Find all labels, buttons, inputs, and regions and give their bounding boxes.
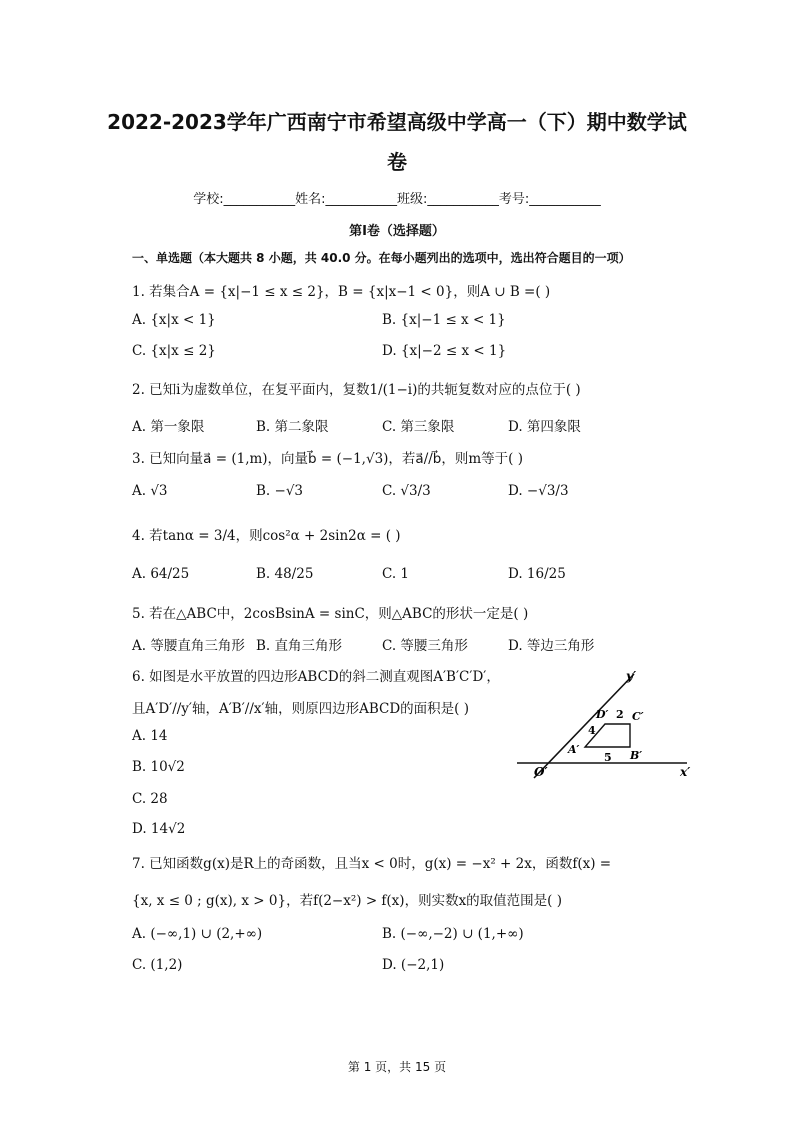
- question-1-stem: 1. 若集合A = {x|−1 ≤ x ≤ 2}，B = {x|x−1 < 0}，则A ∪ B =( ): [132, 284, 551, 300]
- question-7-option-c: C. (1,2): [132, 957, 183, 973]
- question-2-option-b: B. 第二象限: [256, 419, 329, 435]
- point-d-label: D′: [596, 708, 609, 721]
- section-instructions: 一、单选题（本大题共 8 小题，共 40.0 分。在每小题列出的选项中，选出符合题目的一项）: [132, 251, 631, 265]
- question-6-stem-line2: 且A′D′//y′轴，A′B′//x′轴，则原四边形ABCD的面积是( ): [132, 701, 469, 717]
- question-4-option-a: A. 64/25: [132, 566, 190, 582]
- question-5-option-d: D. 等边三角形: [508, 638, 595, 654]
- question-2-option-a: A. 第一象限: [132, 419, 205, 435]
- question-2-option-c: C. 第三象限: [382, 419, 455, 435]
- question-3-option-b: B. −√3: [256, 483, 304, 499]
- question-5-option-c: C. 等腰三角形: [382, 638, 468, 654]
- point-b-label: B′: [630, 749, 643, 762]
- question-2-option-d: D. 第四象限: [508, 419, 581, 435]
- question-6-option-d: D. 14√2: [132, 821, 186, 837]
- question-4-option-b: B. 48/25: [256, 566, 314, 582]
- question-6-option-a: A. 14: [132, 728, 168, 744]
- question-5-option-b: B. 直角三角形: [256, 638, 343, 654]
- question-3-option-a: A. √3: [132, 483, 168, 499]
- question-7-stem: 7. 已知函数g(x)是R上的奇函数，且当x < 0时，g(x) = −x² + 2x，函数f(x) =: [132, 856, 612, 872]
- question-1-option-c: C. {x|x ≤ 2}: [132, 343, 216, 359]
- y-axis-label: y′: [626, 669, 637, 683]
- point-a-label: A′: [568, 743, 580, 756]
- question-1-option-d: D. {x|−2 ≤ x < 1}: [382, 343, 507, 359]
- page-footer: 第 1 页，共 15 页: [347, 1060, 447, 1074]
- page-title-line2: 卷: [387, 150, 407, 174]
- student-info-line: 学校:___________姓名:___________班级:___________考号:___________: [193, 192, 601, 207]
- question-6-option-c: C. 28: [132, 791, 168, 807]
- question-5-stem: 5. 若在△ABC中，2cosBsinA = sinC，则△ABC的形状一定是( ): [132, 606, 529, 622]
- question-7-stem-line2: {x, x ≤ 0 ; g(x), x > 0}，若f(2−x²) > f(x)，则实数x的取值范围是( ): [132, 893, 563, 909]
- question-6-option-b: B. 10√2: [132, 759, 185, 775]
- question-5-option-a: A. 等腰直角三角形: [132, 638, 245, 654]
- question-3-stem: 3. 已知向量a⃗ = (1,m)，向量b⃗ = (−1,√3)，若a⃗//b⃗，则m等于( ): [132, 451, 523, 467]
- point-c-label: C′: [632, 710, 644, 723]
- question-3-option-d: D. −√3/3: [508, 483, 569, 499]
- length-dc-label: 2: [616, 708, 624, 721]
- question-2-stem: 2. 已知i为虚数单位，在复平面内，复数1/(1−i)的共轭复数对应的点位于( ): [132, 382, 581, 398]
- question-1-option-a: A. {x|x < 1}: [132, 312, 216, 328]
- origin-label: O′: [534, 765, 548, 779]
- question-4-option-c: C. 1: [382, 566, 410, 582]
- x-axis-label: x′: [680, 765, 691, 779]
- question-7-option-b: B. (−∞,−2) ∪ (1,+∞): [382, 926, 524, 942]
- question-4-option-d: D. 16/25: [508, 566, 566, 582]
- oblique-projection-figure: [512, 660, 702, 785]
- length-ab-label: 5: [604, 751, 612, 764]
- question-7-option-a: A. (−∞,1) ∪ (2,+∞): [132, 926, 263, 942]
- question-6-stem: 6. 如图是水平放置的四边形ABCD的斜二测直观图A′B′C′D′，: [132, 669, 500, 685]
- question-4-stem: 4. 若tanα = 3/4，则cos²α + 2sin2α = ( ): [132, 528, 401, 544]
- question-1-option-b: B. {x|−1 ≤ x < 1}: [382, 312, 506, 328]
- section-title: 第I卷（选择题）: [349, 224, 445, 239]
- length-ad-label: 4: [588, 724, 596, 737]
- question-3-option-c: C. √3/3: [382, 483, 431, 499]
- page-title-line1: 2022-2023学年广西南宁市希望高级中学高一（下）期中数学试: [107, 110, 687, 134]
- question-7-option-d: D. (−2,1): [382, 957, 445, 973]
